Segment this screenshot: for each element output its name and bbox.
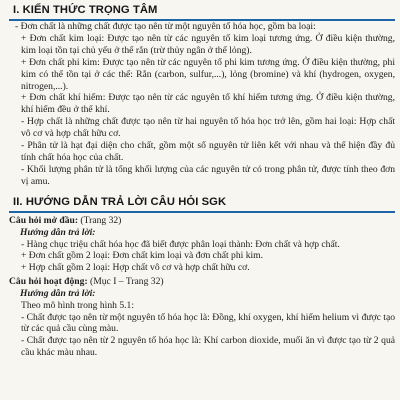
section-heading-textbook-answers: II. HƯỚNG DẪN TRẢ LỜI CÂU HỎI SGK bbox=[9, 195, 395, 213]
answer-line: + Hợp chất gồm 2 loại: Hợp chất vô cơ và hợp chất hữu cơ. bbox=[21, 262, 250, 274]
answer-line: - Chất được tạo nên từ một nguyên tố hóa học là: Đồng, khí oxygen, khí hiếm helium vì được tạo từ các quả cầu cùng màu. bbox=[21, 311, 395, 335]
question-activity-label: Câu hỏi hoạt động: bbox=[9, 275, 88, 287]
document-page bbox=[9, 3, 395, 358]
answer-line: Theo mô hình trong hình 5.1: bbox=[21, 299, 134, 311]
paragraph-definition-element: - Đơn chất là những chất được tạo nên từ một nguyên tố hóa học, gồm ba loại: bbox=[15, 21, 316, 32]
key-knowledge-body bbox=[9, 21, 395, 188]
textbook-answers-body bbox=[9, 215, 395, 359]
question-opening-label: Câu hỏi mở đầu: bbox=[9, 214, 79, 226]
section-heading-key-knowledge: I. KIẾN THỨC TRỌNG TÂM bbox=[9, 3, 395, 21]
answer-guide-heading: Hướng dẫn trả lời: bbox=[20, 287, 96, 299]
question-opening-ref: (Trang 32) bbox=[78, 214, 122, 226]
paragraph-molecular-mass: - Khối lượng phân tử là tổng khối lượng của các nguyên tử có trong phân tử, được tính theo đơn vị amu. bbox=[21, 163, 395, 187]
paragraph-nonmetal-element: + Đơn chất phi kim: Được tạo nên từ các nguyên tố phi kim tương ứng. Ở điều kiện thường, phi kim có thể tồn tại ở các thể: Rắn (carbon, sulfur,...), lỏng (bromine) và khí (hydrogen, oxygen, nitrogen,...). bbox=[21, 56, 395, 92]
answer-guide-heading: Hướng dẫn trả lời: bbox=[20, 226, 96, 238]
paragraph-compound: - Hợp chất là những chất được tạo nên từ hai nguyên tố hóa học trở lên, gồm hai loại: Hợp chất vô cơ và hợp chất hữu cơ. bbox=[21, 116, 395, 140]
question-activity-ref: (Mục I – Trang 32) bbox=[87, 275, 164, 287]
question-opening bbox=[9, 215, 395, 227]
answer-line: - Chất được tạo nên từ 2 nguyên tố hóa học là: Khí carbon dioxide, muối ăn vì được tạo từ 2 quả cầu khác màu nhau. bbox=[21, 334, 395, 358]
question-activity bbox=[9, 276, 395, 288]
answer-line: + Đơn chất gồm 2 loại: Đơn chất kim loại và đơn chất phi kim. bbox=[21, 250, 264, 262]
paragraph-metal-element: + Đơn chất kim loại: Được tạo nên từ các nguyên tố kim loại tương ứng. Ở điều kiện thường, kim loại tồn tại chủ yếu ở thể rắn (trừ thủy ngân ở thể lỏng). bbox=[21, 32, 395, 56]
paragraph-noble-gas: + Đơn chất khí hiếm: Được tạo nên từ các nguyên tố khí hiếm tương ứng. Ở điều kiện thường, khí hiếm đều ở thể khí. bbox=[21, 92, 395, 116]
paragraph-molecule: - Phân tử là hạt đại diện cho chất, gồm một số nguyên tử liên kết với nhau và thể hiện đầy đủ tính chất hóa học của chất. bbox=[21, 140, 395, 163]
answer-line: - Hàng chục triệu chất hóa học đã biết được phân loại thành: Đơn chất và hợp chất. bbox=[21, 238, 340, 250]
